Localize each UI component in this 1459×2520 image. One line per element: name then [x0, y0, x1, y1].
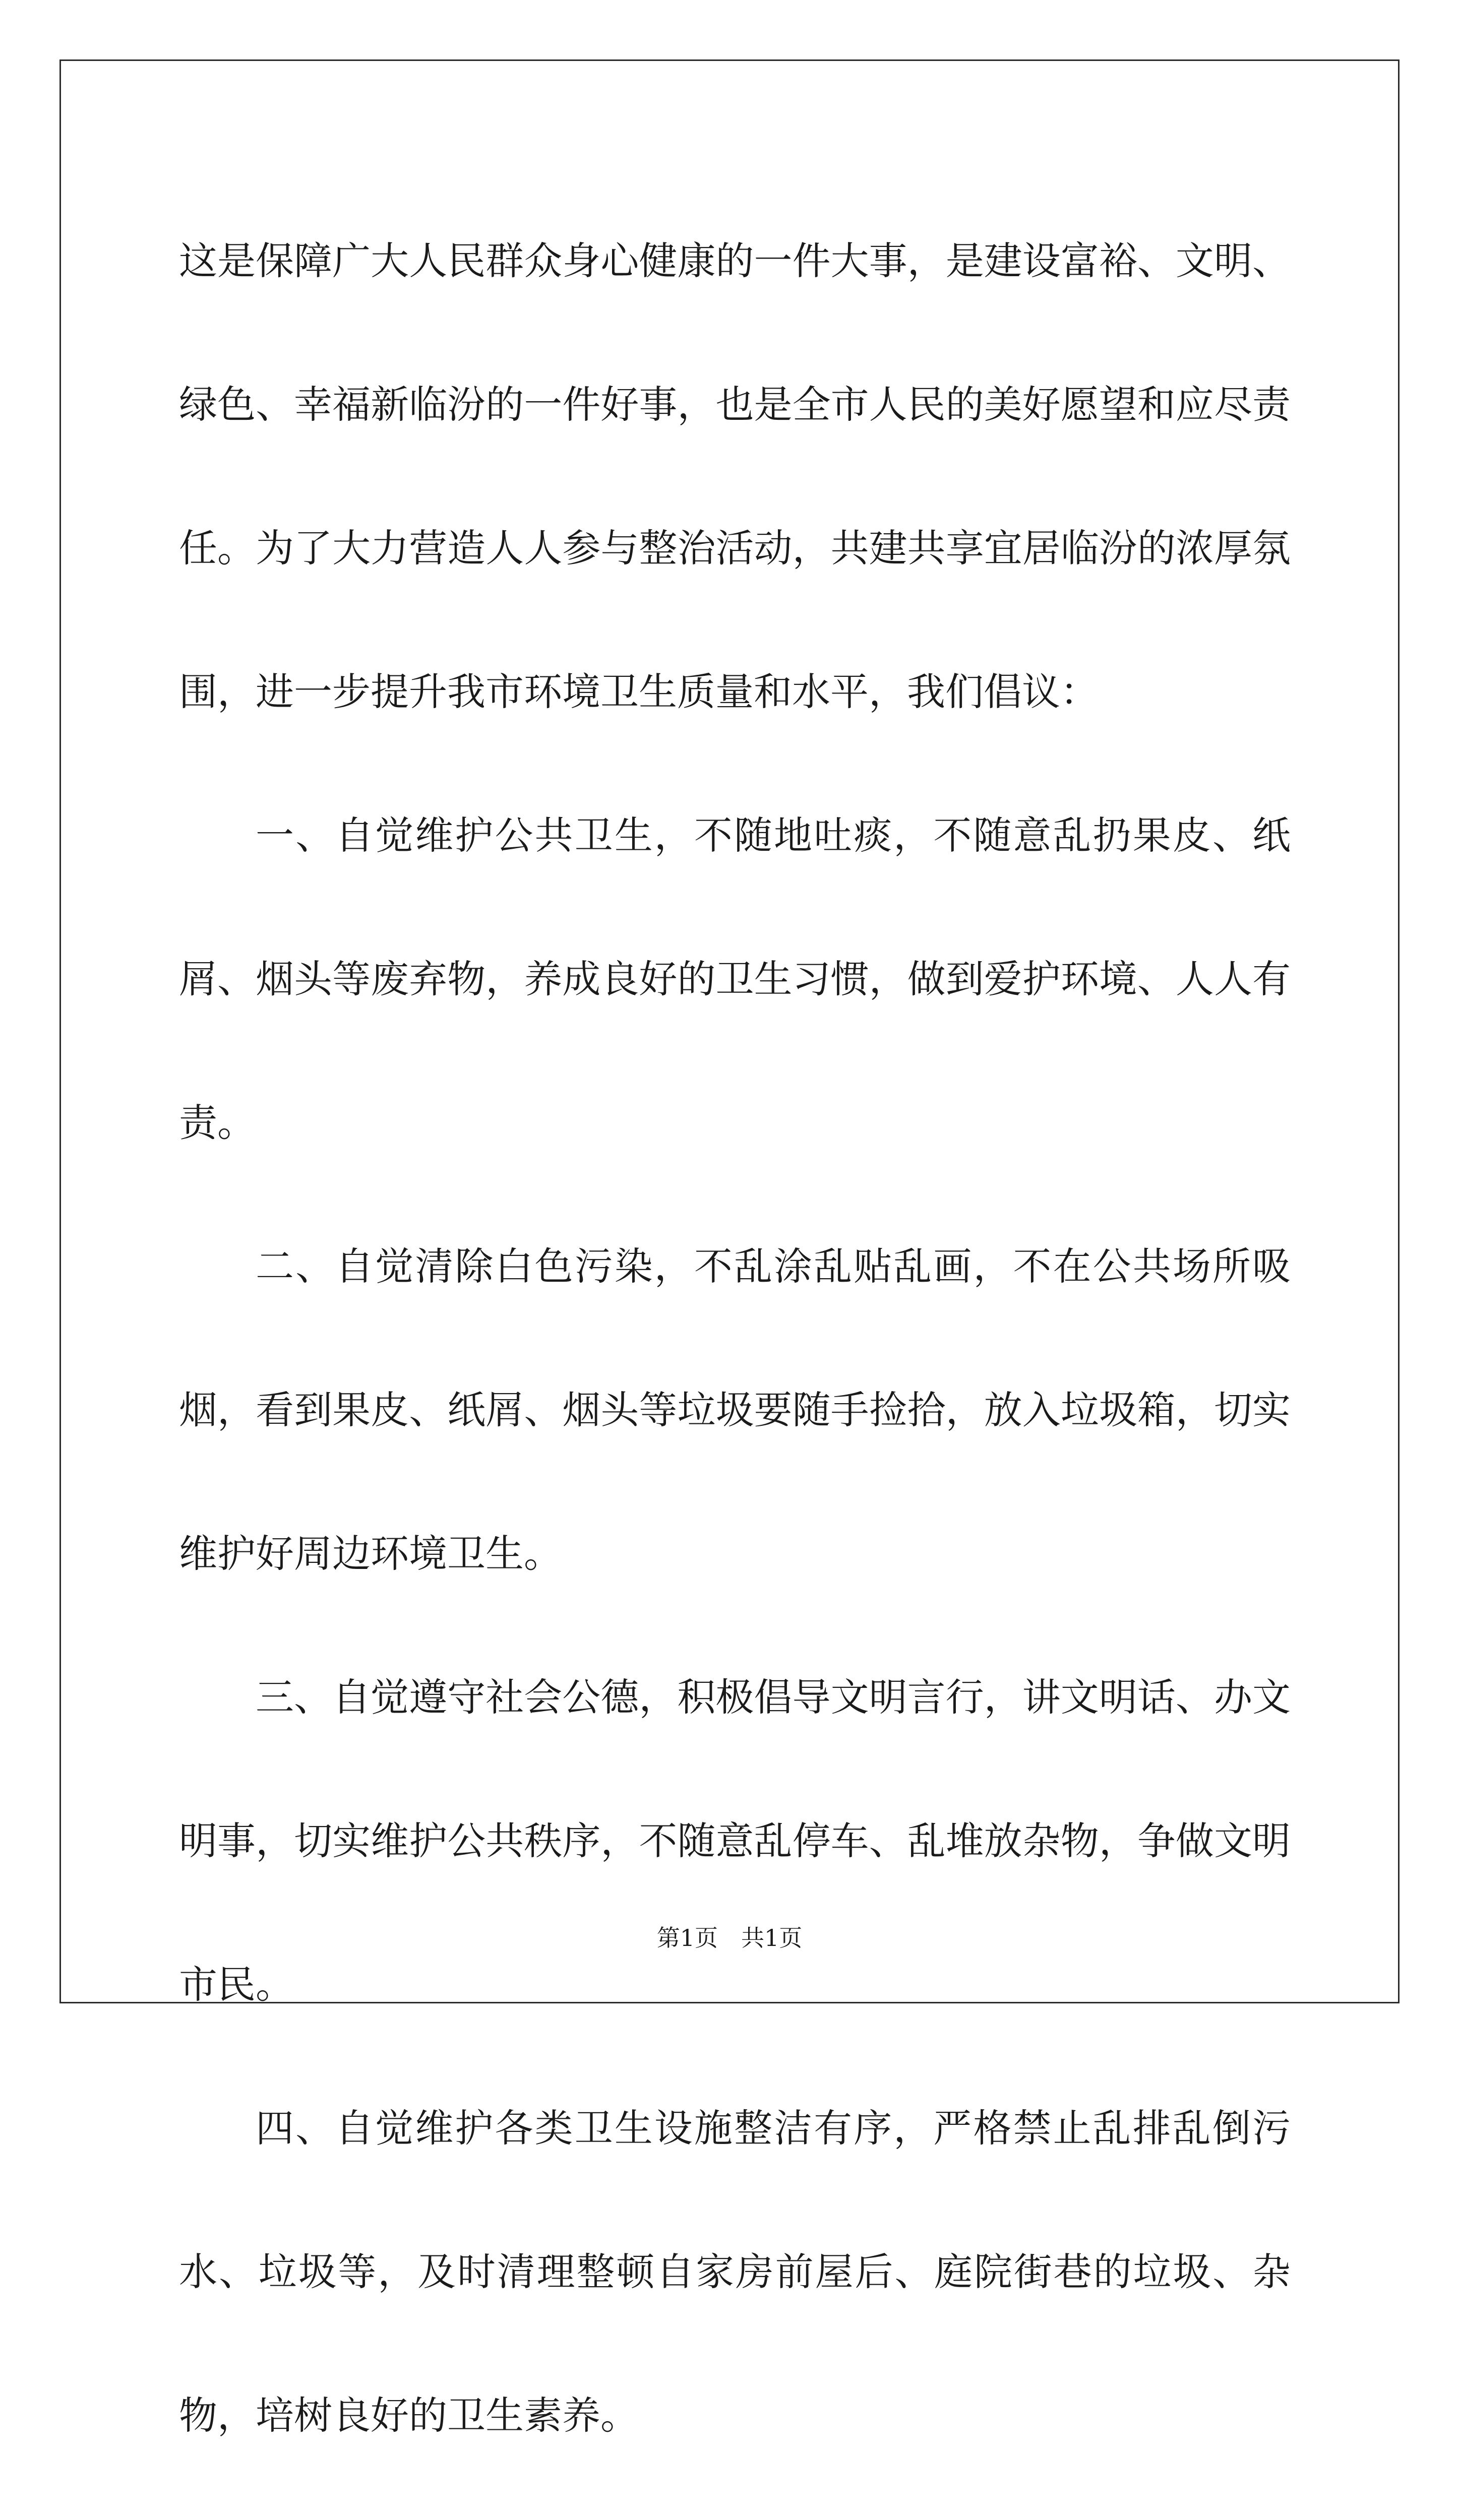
page-number-current: 第1页	[656, 1924, 718, 1951]
paragraph-item-1: 一、自觉维护公共卫生，不随地吐痰，不随意乱扔果皮、纸屑、烟头等废弃物，养成良好的卫生习惯，做到爱护环境、人人有责。	[179, 813, 1291, 1145]
paragraph-item-3: 三、自觉遵守社会公德，积极倡导文明言行，讲文明话、办文明事，切实维护公共秩序，不随意乱停车、乱堆放杂物，争做文明市民。	[179, 1675, 1291, 2007]
page-number-total: 共1页	[741, 1924, 803, 1951]
page-footer	[0, 1923, 1459, 1953]
paragraph-item-4: 四、自觉维护各类卫生设施整洁有序，严格禁止乱排乱倒污水、垃圾等，及时清理整顿自家房前屋后、庭院街巷的垃圾、杂物，培树良好的卫生素养。	[179, 2106, 1291, 2438]
document-body	[179, 189, 1291, 2520]
paragraph-item-2: 二、自觉清除白色污染，不乱涂乱贴乱画，不在公共场所吸烟，看到果皮、纸屑、烟头等垃圾要随手捡拾，放入垃圾箱，切实维护好周边环境卫生。	[179, 1244, 1291, 1576]
paragraph-intro: 这是保障广大人民群众身心健康的一件大事，是建设富裕、文明、绿色、幸福新临汾的一件好事，也是全市人民的美好愿望和应尽责任。为了大力营造人人参与整治活动，共建共享宜居临汾的浓厚氛围，进一步提升我市环境卫生质量和水平，我们倡议：	[179, 238, 1291, 714]
paragraph-item-5	[179, 2487, 1291, 2520]
